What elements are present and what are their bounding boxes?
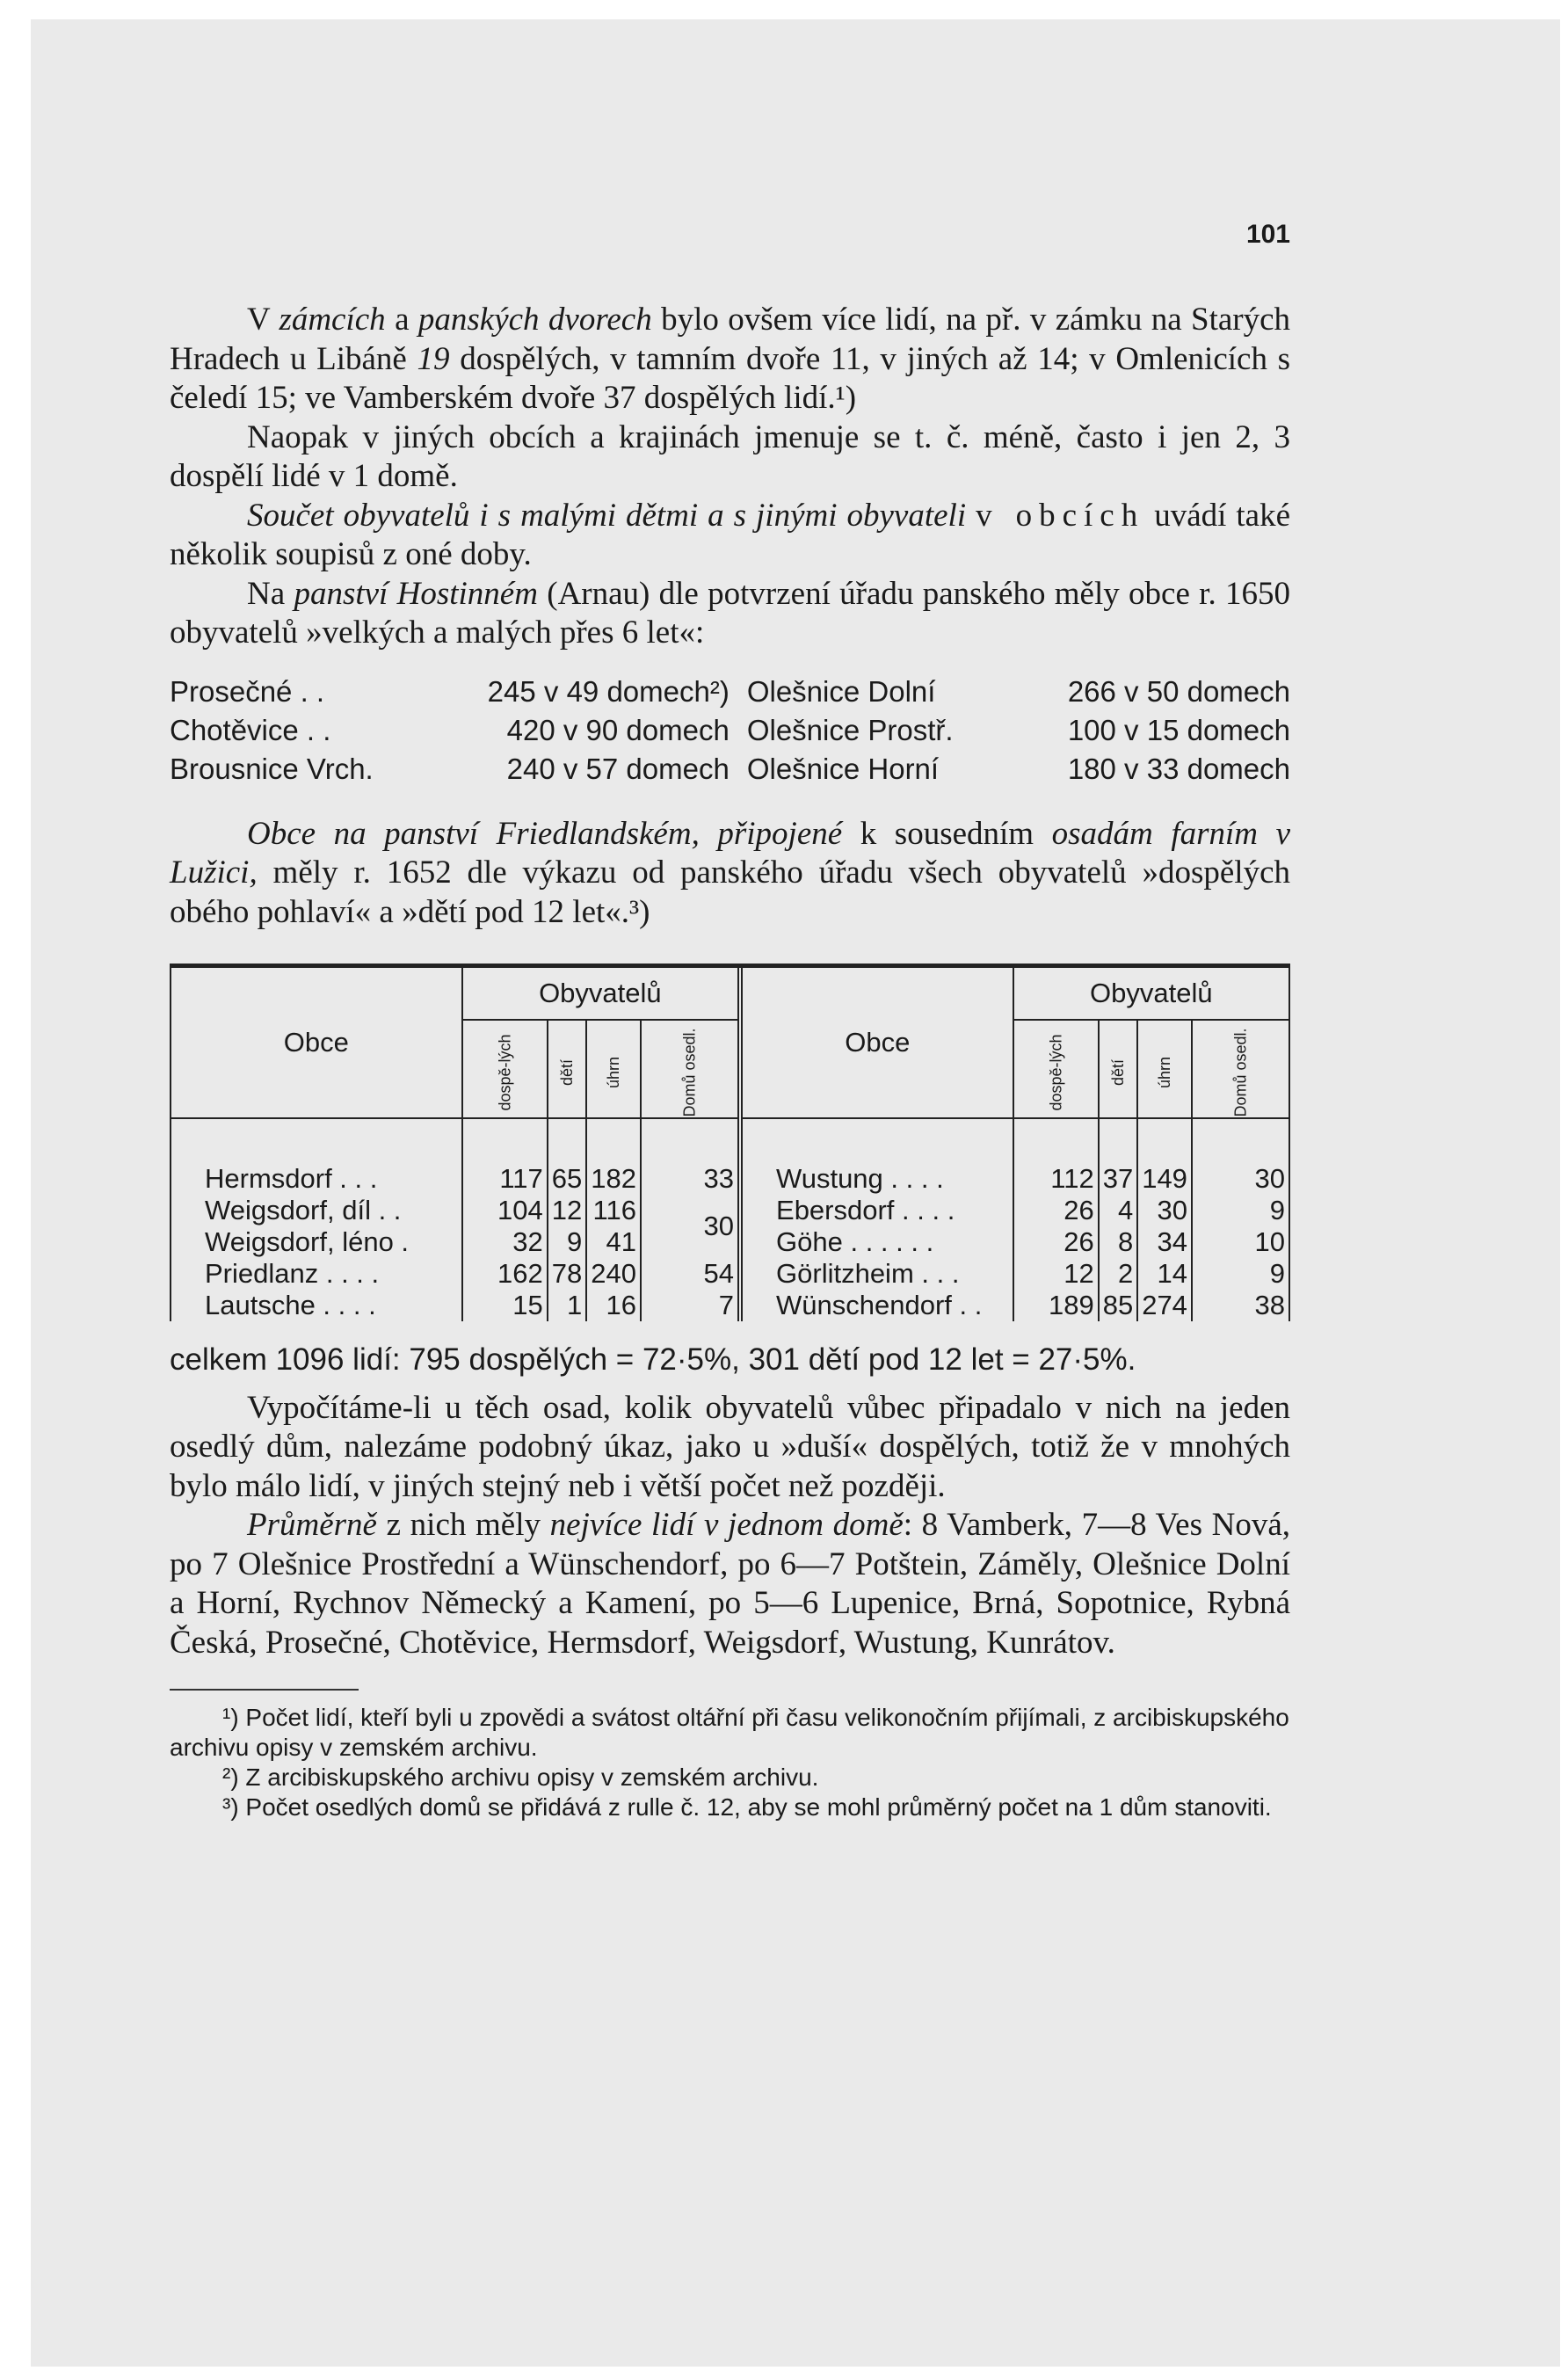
col-dospelych-left: dospě-lých: [462, 1020, 548, 1118]
population-table-wrapper: [170, 964, 1290, 1321]
col-header-obyvatelu-left: Obyvatelů: [462, 968, 740, 1020]
col-header-obce-right: Obce: [740, 968, 1013, 1118]
paragraph-7: Průměrně z nich měly nejvíce lidí v jednom domě: 8 Vamberk, 7—8 Ves Nová, po 7 Olešnice Prostřední a Wünschendorf, po 6—7 Potštein, Záměly, Olešnice Dolní a Horní, Rychnov Německý a Kamení, po 5—6 Lupenice, Brná, Sopotnice, Rybná Česká, Prosečné, Chotěvice, Hermsdorf, Weigsdorf, Wustung, Kunrátov.: [170, 1507, 1291, 1661]
village-row: Prosečné . . 245 v 49 domech²) Olešnice Dolní 266 v 50 domech: [170, 674, 1290, 708]
col-uhrn-left: úhrn: [586, 1020, 641, 1118]
col-domu-right: Domů osedl.: [1192, 1020, 1289, 1118]
village-row: Chotěvice . . 420 v 90 domech Olešnice Prostř. 100 v 15 domech: [170, 713, 1290, 746]
page: [31, 19, 1560, 2367]
col-domu-left: Domů osedl.: [641, 1020, 740, 1118]
table-row: Weigsdorf, díl . . 104 12 116 30 Ebersdorf . . . . 26 4 30 9: [171, 1195, 1289, 1226]
paragraph-4: Na panství Hostinném (Arnau) dle potvrzení úřadu panského měly obce r. 1650 obyvatelů »velkých a malých přes 6 let«:: [170, 575, 1290, 651]
page-content: [170, 195, 1290, 1822]
footnote-3: ³) Počet osedlých domů se přidává z rulle č. 12, aby se mohl průměrný počet na 1 dům stanoviti.: [222, 1793, 1272, 1821]
population-table: [170, 968, 1290, 1321]
paragraph-2: Naopak v jiných obcích a krajinách jmenuje se t. č. méně, často i jen 2, 3 dospělí lidé v 1 domě.: [170, 418, 1290, 494]
footnote-1: ¹) Počet lidí, kteří byli u zpovědi a svátost oltářní při času velikonočním přijímali, z arcibiskupského archivu opisy v zemském archivu.: [170, 1704, 1289, 1761]
page-number: 101: [1245, 220, 1290, 249]
col-deti-right: dětí: [1099, 1020, 1137, 1118]
paragraph-6: Vypočítáme-li u těch osad, kolik obyvatelů vůbec připadalo v nich na jeden osedlý dům, nalezáme podobný úkaz, jako u »duší« dospělých, totiž že v mnohých bylo málo lidí, v jiných stejný neb i větší počet než později.: [170, 1389, 1290, 1504]
col-header-obce-left: Obce: [171, 968, 462, 1118]
paragraph-1: V zámcích a panských dvorech bylo ovšem více lidí, na př. v zámku na Starých Hradech u Libáně 19 dospělých, v tamním dvoře 11, v jiných až 14; v Omlenicích s čeledí 15; ve Vamberském dvoře 37 dospělých lidí.¹): [170, 302, 1291, 416]
footnote-2: ²) Z arcibiskupského archivu opisy v zemském archivu.: [222, 1764, 819, 1791]
table-row: Weigsdorf, léno . 32 9 41 Göhe . . . . . . 26 8 34 10: [171, 1226, 1289, 1258]
col-uhrn-right: úhrn: [1137, 1020, 1192, 1118]
paragraph-5: Obce na panství Friedlandském, připojené k sousedním osadám farním v Lužici, měly r. 1652 dle výkazu od panského úřadu všech obyvatelů »dospělých obého pohlaví« a »dětí pod 12 let«.³): [170, 815, 1290, 930]
summary-line: celkem 1096 lidí: 795 dospělých = 72·5%, 301 dětí pod 12 let = 27·5%.: [170, 1342, 1136, 1377]
table-row: Priedlanz . . . . 162 78 240 54 Görlitzheim . . . 12 2 14 9: [171, 1258, 1289, 1290]
col-deti-left: dětí: [548, 1020, 586, 1118]
table-row: Lautsche . . . . 15 1 16 7 Wünschendorf . . 189 85 274 38: [171, 1290, 1289, 1321]
col-header-obyvatelu-right: Obyvatelů: [1013, 968, 1289, 1020]
col-dospelych-right: dospě-lých: [1013, 1020, 1099, 1118]
paragraph-3: Součet obyvatelů i s malými dětmi a s jinými obyvateli v obcích uvádí také několik soupisů z oné doby.: [170, 497, 1290, 572]
village-row: Brousnice Vrch. 240 v 57 domech Olešnice Horní 180 v 33 domech: [170, 752, 1290, 785]
village-list-table: [170, 673, 1290, 789]
table-row: Hermsdorf . . . 117 65 182 33 Wustung . . . . 112 37 149 30: [171, 1118, 1289, 1195]
footnote-divider: [170, 1689, 359, 1691]
